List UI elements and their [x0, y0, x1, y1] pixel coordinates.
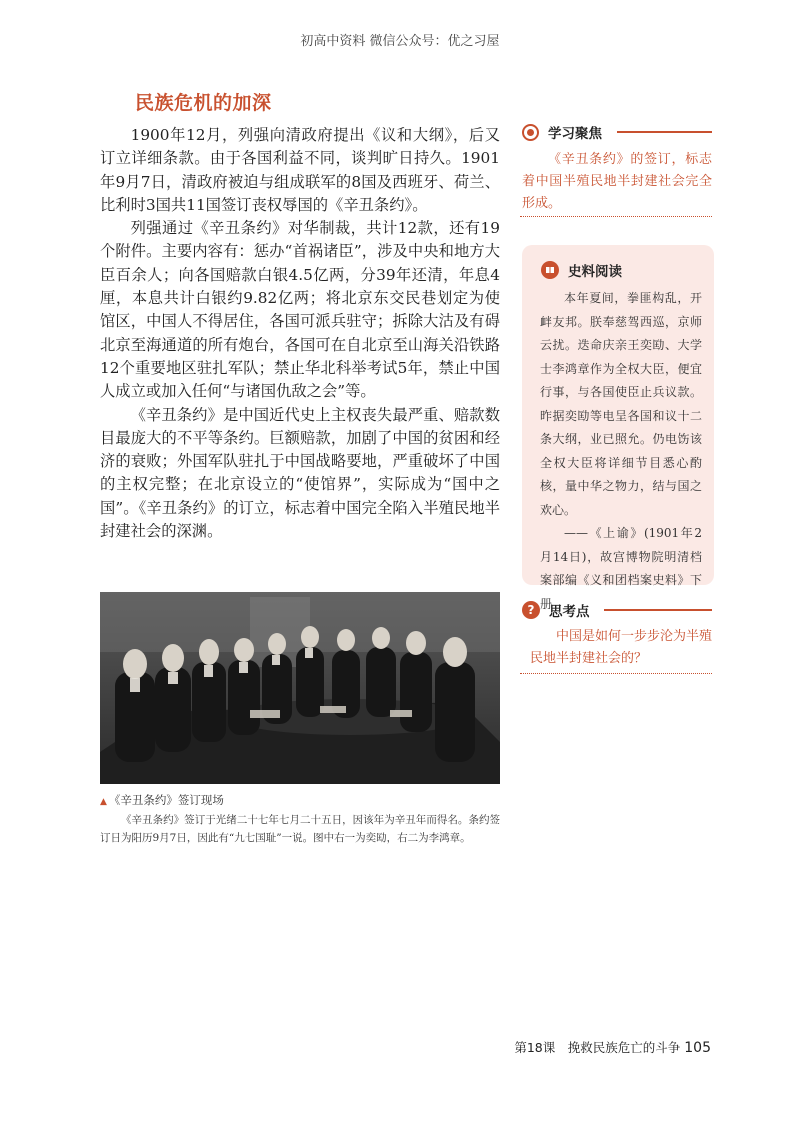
page-number: 105 [684, 1040, 711, 1056]
figure-caption-title [100, 792, 224, 808]
focus-text: 《辛丑条约》的签订，标志着中国半殖民地半封建社会完全形成。 [522, 152, 712, 211]
caption-title-text: 《辛丑条约》签订现场 [108, 793, 224, 807]
caption-paragraph: 《辛丑条约》签订于光绪二十七年七月二十五日，因该年为辛丑年而得名。条约签订日为阳历9月7日，因此有“九七国耻”一说。图中右一为奕劻，右二为李鸿章。 [100, 814, 500, 844]
reading-quote: 本年夏间，拳匪构乱，开衅友邦。朕奉慈驾西巡，京师云扰。迭命庆亲王奕劻、大学士李鸿章作为全权大臣，便宜行事，与各国使臣止兵议款。昨据奕劻等电呈各国和议十二条大纲，业已照允。仍电饬该全权大臣将详细节目悉心酌核，量中华之物力，结与国之欢心。 [540, 291, 702, 517]
focus-divider [520, 216, 712, 217]
body-paragraph: 列强通过《辛丑条约》对华制裁，共计12款，还有19个附件。主要内容有：惩办“首祸诸臣”，涉及中央和地方大臣百余人；向各国赔款白银4.5亿两，分39年还清，年息4厘，本息共计白银约9.82亿两；将北京东交民巷划定为使馆区，中国人不得居住，各国可派兵驻守；拆除大沽及有碍北京至海通道的所有炮台，各国可在自北京至山海关沿铁路12个重要地区驻扎军队；禁止华北科举考试5年，禁止中国人成立或加入任何“与诸国仇敌之会”等。 [100, 219, 500, 401]
main-body [100, 124, 500, 543]
think-header [522, 600, 590, 620]
treaty-signing-photo [100, 592, 500, 784]
reading-header [541, 260, 622, 280]
question-icon: ? [522, 601, 540, 619]
body-paragraph: 《辛丑条约》是中国近代史上主权丧失最严重、赔款数目最庞大的不平等条约。巨额赔款，加剧了中国的贫困和经济的衰败；外国军队驻扎于中国战略要地，严重破坏了中国的主权完整；在北京设立的“使馆界”，实际成为“国中之国”。《辛丑条约》的订立，标志着中国完全陷入半殖民地半封建社会的深渊。 [100, 405, 500, 541]
reading-title: 史料阅读 [568, 264, 622, 280]
reading-source: ——《上谕》(1901年2月14日)，故宫博物院明清档案部编《义和团档案史料》下册 [540, 526, 702, 611]
think-divider [520, 673, 712, 674]
section-title: 民族危机的加深 [135, 92, 272, 114]
focus-target-icon [522, 124, 539, 141]
lesson-title: 第18课 挽救民族危亡的斗争 [514, 1040, 681, 1055]
think-text: 中国是如何一步步沦为半殖民地半封建社会的？ [530, 629, 713, 666]
reading-text [540, 287, 702, 616]
page-footer [514, 1038, 711, 1056]
page-header: 初高中资料 微信公众号：优之习屋 [300, 34, 500, 49]
focus-title: 学习聚焦 [548, 126, 602, 142]
focus-header-line [617, 131, 712, 133]
figure-caption-text [100, 811, 500, 847]
think-title: 思考点 [549, 604, 590, 620]
body-paragraph: 1900年12月，列强向清政府提出《议和大纲》，后又订立详细条款。由于各国利益不同，谈判旷日持久。1901年9月7日，清政府被迫与组成联军的8国及西班牙、荷兰、比利时3国共11国签订丧权辱国的《辛丑条约》。 [100, 126, 500, 214]
book-icon [541, 261, 559, 279]
think-header-line [604, 609, 712, 611]
triangle-icon: ▲ [100, 797, 107, 807]
focus-header [522, 122, 602, 142]
